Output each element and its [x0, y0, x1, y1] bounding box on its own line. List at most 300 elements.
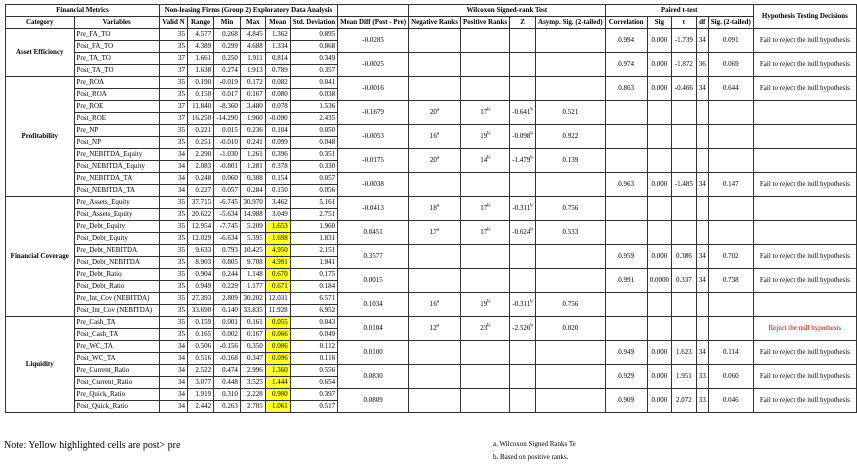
max-cell: 0.241	[240, 137, 265, 149]
std-cell: 6.952	[290, 305, 337, 317]
df-cell: 33	[696, 389, 708, 413]
correlation-cell	[605, 317, 647, 341]
asymp-sig-cell	[536, 53, 606, 77]
std-cell: 0.357	[290, 65, 337, 77]
variable-cell: Post_Cash_TA	[74, 329, 159, 341]
sig-2tailed-cell: 0.069	[708, 53, 753, 77]
min-cell: 0.474	[214, 365, 241, 377]
sig-cell: 0.000	[647, 341, 671, 365]
mean-diff-cell: -0.0413	[338, 197, 409, 221]
correlation-cell: 0.863	[605, 77, 647, 101]
mean-cell: 0.671	[265, 281, 290, 293]
asymp-sig-cell: 0.756	[536, 197, 606, 221]
sig-2tailed-cell: 0.114	[708, 341, 753, 365]
range-cell: 0.251	[188, 137, 214, 149]
mean-cell: 0.078	[265, 101, 290, 113]
max-cell: 2.228	[240, 389, 265, 401]
pos-ranks-cell	[460, 269, 509, 293]
asymp-sig-cell: 0.020	[536, 317, 606, 341]
max-cell: 3.525	[240, 377, 265, 389]
sig-cell	[647, 149, 671, 173]
variable-cell: Pre_Debt_NEBITDA	[74, 245, 159, 257]
decision-cell: Fail to reject the null hypothesis	[753, 245, 856, 269]
sig-2tailed-cell: 0.738	[708, 269, 753, 293]
max-cell: 30.202	[240, 293, 265, 305]
z-cell	[510, 197, 536, 221]
mean-cell: 0.099	[265, 137, 290, 149]
sig-cell	[647, 221, 671, 245]
t-cell	[671, 197, 696, 221]
category-cell: Profitability	[6, 77, 75, 197]
wilcoxon-header: Wilcoxon Signed-rank Test	[409, 5, 606, 17]
col-std: Std. Deviation	[290, 17, 337, 29]
col-mean: Mean	[265, 17, 290, 29]
std-cell: 1.536	[290, 101, 337, 113]
pos-ranks-value: 17	[480, 108, 488, 116]
footnote-mark: b	[530, 227, 533, 233]
variable-cell: Pre_Current_Ratio	[74, 365, 159, 377]
mean-cell: 0.096	[265, 353, 290, 365]
df-cell	[696, 221, 708, 245]
df-cell	[696, 317, 708, 341]
min-cell: -8.360	[214, 101, 241, 113]
variable-cell: Post_Int_Cov (NEBITDA)	[74, 305, 159, 317]
valid-n-cell: 35	[159, 329, 187, 341]
col-sig: Sig	[647, 17, 671, 29]
correlation-cell	[605, 125, 647, 149]
decision-cell: Reject the null hypothesis	[753, 317, 856, 341]
footnote-b: b. Based on positive ranks.	[493, 453, 569, 461]
sig-2tailed-cell	[708, 125, 753, 149]
valid-n-cell: 35	[159, 317, 187, 329]
z-value: -0.641	[512, 108, 531, 116]
neg-ranks-cell	[409, 173, 461, 197]
range-cell: 37.715	[188, 197, 214, 209]
valid-n-cell: 34	[159, 389, 187, 401]
variable-cell: Pre_FA_TO	[74, 29, 159, 41]
variable-cell: Pre_Debt_Equity	[74, 221, 159, 233]
t-cell: 0.386	[671, 245, 696, 269]
pos-ranks-cell	[460, 365, 509, 389]
range-cell: 0.904	[188, 269, 214, 281]
neg-ranks-cell	[409, 29, 461, 53]
range-cell: 12.954	[188, 221, 214, 233]
neg-ranks-cell	[409, 389, 461, 413]
min-cell: 0.250	[214, 53, 241, 65]
mean-diff-cell: -0.0175	[338, 149, 409, 173]
asymp-sig-cell	[536, 29, 606, 53]
min-cell: -14.290	[214, 113, 241, 125]
variable-cell: Post_Debt_Ratio	[74, 281, 159, 293]
table-row	[6, 245, 857, 257]
asymp-sig-cell	[536, 389, 606, 413]
table-row	[6, 197, 857, 209]
valid-n-cell: 37	[159, 53, 187, 65]
std-cell: 0.397	[290, 389, 337, 401]
asymp-sig-cell	[536, 173, 606, 197]
decision-cell: Fail to reject the null hypothesis	[753, 53, 856, 77]
range-cell: 33.690	[188, 305, 214, 317]
table-row	[6, 389, 857, 401]
valid-n-cell: 35	[159, 269, 187, 281]
table-row	[6, 53, 857, 65]
min-cell: 0.015	[214, 125, 241, 137]
valid-n-cell: 35	[159, 197, 187, 209]
decision-cell	[753, 125, 856, 149]
std-cell: 0.351	[290, 149, 337, 161]
range-cell: 1.919	[188, 389, 214, 401]
std-cell: 0.041	[290, 77, 337, 89]
correlation-cell: 0.959	[605, 245, 647, 269]
mean-cell: 1.334	[265, 41, 290, 53]
valid-n-cell: 37	[159, 113, 187, 125]
range-cell: 12.029	[188, 233, 214, 245]
mean-cell: 0.066	[265, 329, 290, 341]
df-cell	[696, 125, 708, 149]
z-value: -0.311	[512, 300, 531, 308]
decisions-header: Hypothesis Testing Decisions	[753, 5, 856, 29]
table-body	[6, 29, 857, 413]
df-cell	[696, 149, 708, 173]
valid-n-cell: 35	[159, 209, 187, 221]
sig-cell: 0.000	[647, 173, 671, 197]
std-cell: 0.517	[290, 401, 337, 413]
df-cell: 34	[696, 341, 708, 365]
sig-cell	[647, 125, 671, 149]
mean-diff-cell: 0.0100	[338, 341, 409, 365]
correlation-cell	[605, 197, 647, 221]
valid-n-cell: 34	[159, 185, 187, 197]
pos-ranks-cell	[460, 125, 509, 149]
range-cell: 0.190	[188, 77, 214, 89]
std-cell: 0.056	[290, 185, 337, 197]
min-cell: 0.793	[214, 245, 241, 257]
z-value: -0.311	[512, 204, 531, 212]
category-cell: Financial Coverage	[6, 197, 75, 317]
z-cell	[510, 269, 536, 293]
pos-ranks-cell	[460, 197, 509, 221]
footnote-mark: b	[530, 299, 533, 305]
sig-2tailed-cell	[708, 197, 753, 221]
max-cell: 1.960	[240, 113, 265, 125]
min-cell: 0.805	[214, 257, 241, 269]
valid-n-cell: 34	[159, 173, 187, 185]
col-t: t	[671, 17, 696, 29]
variable-cell: Pre_Quick_Ratio	[74, 389, 159, 401]
sig-cell: 0.000	[647, 77, 671, 101]
z-value: -0.624	[512, 228, 531, 236]
footnote-mark: b	[487, 131, 490, 137]
asymp-sig-cell: 0.922	[536, 125, 606, 149]
col-min: Min	[214, 17, 241, 29]
footnote-mark: b	[487, 227, 490, 233]
min-cell: -0.019	[214, 77, 241, 89]
table-row	[6, 29, 857, 41]
std-cell: 1.941	[290, 257, 337, 269]
mean-cell: 0.396	[265, 149, 290, 161]
sig-cell: 0.000	[647, 389, 671, 413]
footnote-mark: b	[487, 155, 490, 161]
mean-cell: 0.789	[265, 65, 290, 77]
variable-cell: Post_ROE	[74, 113, 159, 125]
t-cell	[671, 149, 696, 173]
neg-ranks-value: 16	[429, 132, 437, 140]
decision-cell	[753, 221, 856, 245]
neg-ranks-value: 18	[429, 204, 437, 212]
min-cell: -1.030	[214, 149, 241, 161]
mean-diff-cell: 0.3577	[338, 245, 409, 269]
table-row	[6, 269, 857, 281]
z-value: -1.479	[512, 156, 531, 164]
valid-n-cell: 35	[159, 89, 187, 101]
z-cell	[510, 221, 536, 245]
decision-cell	[753, 197, 856, 221]
footnote-mark: a	[436, 107, 440, 113]
z-cell	[510, 245, 536, 269]
decision-cell: Fail to reject the null hypothesis	[753, 269, 856, 293]
decision-cell: Fail to reject the null hypothesis	[753, 389, 856, 413]
decision-cell: Fail to reject the null hypothesis	[753, 365, 856, 389]
sig-2tailed-cell: 0.091	[708, 29, 753, 53]
z-cell	[510, 125, 536, 149]
table-row	[6, 365, 857, 377]
range-cell: 3.077	[188, 377, 214, 389]
category-cell: Liquidity	[6, 317, 75, 413]
col-df: df	[696, 17, 708, 29]
footnote-a: a. Wilcoxon Signed Ranks Te	[493, 440, 576, 448]
neg-ranks-value: 20	[429, 108, 437, 116]
range-cell: 0.227	[188, 185, 214, 197]
table-row	[6, 317, 857, 329]
range-cell: 0.159	[188, 317, 214, 329]
asymp-sig-cell	[536, 245, 606, 269]
footnote-mark: a	[436, 227, 440, 233]
t-cell: 2.072	[671, 389, 696, 413]
valid-n-cell: 35	[159, 125, 187, 137]
col-variables: Variables	[74, 17, 159, 29]
correlation-cell	[605, 221, 647, 245]
neg-ranks-cell	[409, 221, 461, 245]
sig-2tailed-cell	[708, 221, 753, 245]
max-cell: 30.970	[240, 197, 265, 209]
mean-cell: 0.080	[265, 89, 290, 101]
col-category: Category	[6, 17, 75, 29]
max-cell: 0.172	[240, 77, 265, 89]
neg-ranks-cell	[409, 245, 461, 269]
std-cell: 0.349	[290, 53, 337, 65]
table-row	[6, 221, 857, 233]
std-cell: 2.435	[290, 113, 337, 125]
range-cell: 0.506	[188, 341, 214, 353]
results-table	[5, 4, 857, 413]
variable-cell: Post_TA_TO	[74, 65, 159, 77]
mean-cell: 0.814	[265, 53, 290, 65]
mean-cell: 1.653	[265, 221, 290, 233]
asymp-sig-cell	[536, 77, 606, 101]
valid-n-cell: 35	[159, 293, 187, 305]
z-cell	[510, 365, 536, 389]
min-cell: -0.801	[214, 161, 241, 173]
pos-ranks-cell	[460, 221, 509, 245]
min-cell: -7.745	[214, 221, 241, 233]
sig-cell: 0.000	[647, 245, 671, 269]
t-cell: -0.466	[671, 77, 696, 101]
variable-cell: Post_Current_Ratio	[74, 377, 159, 389]
mean-cell: 0.150	[265, 185, 290, 197]
std-cell: 0.048	[290, 137, 337, 149]
mean-cell: 0.154	[265, 173, 290, 185]
min-cell: -0.010	[214, 137, 241, 149]
sig-2tailed-cell: 0.060	[708, 365, 753, 389]
variable-cell: Post_NEBITDA_TA	[74, 185, 159, 197]
asymp-sig-cell: 0.521	[536, 101, 606, 125]
footnote-mark: a	[436, 323, 440, 329]
variable-cell: Pre_ROA	[74, 77, 159, 89]
mean-cell: 0.378	[265, 161, 290, 173]
col-z: Z	[510, 17, 536, 29]
df-cell: 34	[696, 269, 708, 293]
max-cell: 2.705	[240, 401, 265, 413]
neg-ranks-cell	[409, 365, 461, 389]
mean-cell: 1.360	[265, 365, 290, 377]
t-cell: 1.951	[671, 365, 696, 389]
range-cell: 0.150	[188, 89, 214, 101]
df-cell	[696, 197, 708, 221]
range-cell: 2.290	[188, 149, 214, 161]
pos-ranks-cell	[460, 29, 509, 53]
max-cell: 0.350	[240, 341, 265, 353]
z-cell	[510, 149, 536, 173]
pos-ranks-cell	[460, 149, 509, 173]
footnote-mark: b	[487, 299, 490, 305]
z-value: -2.526	[512, 324, 531, 332]
min-cell: 0.299	[214, 41, 241, 53]
range-cell: 2.522	[188, 365, 214, 377]
max-cell: 1.281	[240, 161, 265, 173]
std-cell: 0.043	[290, 317, 337, 329]
t-cell: -1.485	[671, 173, 696, 197]
pos-ranks-cell	[460, 53, 509, 77]
variable-cell: Pre_Debt_Ratio	[74, 269, 159, 281]
valid-n-cell: 34	[159, 353, 187, 365]
asymp-sig-cell: 0.756	[536, 293, 606, 317]
sig-cell: 0.000	[647, 365, 671, 389]
neg-ranks-cell	[409, 341, 461, 365]
mean-cell: -0.090	[265, 113, 290, 125]
std-cell: 0.868	[290, 41, 337, 53]
results-table-wrapper	[5, 4, 857, 413]
sig-2tailed-cell	[708, 317, 753, 341]
std-cell: 0.049	[290, 329, 337, 341]
max-cell: 0.161	[240, 317, 265, 329]
df-cell: 34	[696, 173, 708, 197]
range-cell: 1.638	[188, 65, 214, 77]
std-cell: 0.038	[290, 89, 337, 101]
mean-cell: 0.086	[265, 341, 290, 353]
col-range: Range	[188, 17, 214, 29]
neg-ranks-cell	[409, 269, 461, 293]
max-cell: 1.261	[240, 149, 265, 161]
sig-2tailed-cell	[708, 149, 753, 173]
mean-cell: 0.082	[265, 77, 290, 89]
footnote-mark: a	[436, 131, 440, 137]
pos-ranks-cell	[460, 101, 509, 125]
sig-cell: 0.000	[647, 29, 671, 53]
z-cell	[510, 389, 536, 413]
asymp-sig-cell	[536, 365, 606, 389]
std-cell: 0.330	[290, 161, 337, 173]
z-cell	[510, 29, 536, 53]
neg-ranks-cell	[409, 125, 461, 149]
z-cell	[510, 317, 536, 341]
correlation-cell: 0.991	[605, 269, 647, 293]
variable-cell: Pre_NP	[74, 125, 159, 137]
range-cell: 1.661	[188, 53, 214, 65]
footnote-mark: b	[487, 107, 490, 113]
std-cell: 1.960	[290, 221, 337, 233]
valid-n-cell: 35	[159, 281, 187, 293]
pos-ranks-cell	[460, 341, 509, 365]
max-cell: 1.911	[240, 53, 265, 65]
mean-cell: 0.980	[265, 389, 290, 401]
range-cell: 0.221	[188, 125, 214, 137]
variable-cell: Pre_ROE	[74, 101, 159, 113]
max-cell: 3.480	[240, 101, 265, 113]
z-value: -0.098	[512, 132, 531, 140]
max-cell: 33.835	[240, 305, 265, 317]
t-cell: -1.739	[671, 29, 696, 53]
sig-2tailed-cell: 0.046	[708, 389, 753, 413]
range-cell: 9.633	[188, 245, 214, 257]
correlation-cell: 0.929	[605, 365, 647, 389]
valid-n-cell: 34	[159, 365, 187, 377]
pos-ranks-cell	[460, 389, 509, 413]
std-cell: 0.112	[290, 341, 337, 353]
pos-ranks-value: 14	[480, 156, 488, 164]
sig-2tailed-cell: 0.147	[708, 173, 753, 197]
min-cell: -5.634	[214, 209, 241, 221]
valid-n-cell: 35	[159, 41, 187, 53]
neg-ranks-cell	[409, 317, 461, 341]
correlation-cell	[605, 293, 647, 317]
range-cell: 2.083	[188, 161, 214, 173]
valid-n-cell: 34	[159, 341, 187, 353]
variable-cell: Pre_NEBITDA_Equity	[74, 149, 159, 161]
decision-cell: Fail to reject the null hypothesis	[753, 77, 856, 101]
mean-diff-cell: -0.1679	[338, 101, 409, 125]
asymp-sig-cell: 0.139	[536, 149, 606, 173]
header-row-2	[6, 17, 857, 29]
mean-cell: 1.362	[265, 29, 290, 41]
min-cell: 2.809	[214, 293, 241, 305]
mean-cell: 0.055	[265, 317, 290, 329]
correlation-cell: 0.909	[605, 389, 647, 413]
t-cell	[671, 293, 696, 317]
neg-ranks-value: 17	[429, 228, 437, 236]
variable-cell: Pre_NEBITDA_TA	[74, 173, 159, 185]
max-cell: 0.284	[240, 185, 265, 197]
t-cell	[671, 221, 696, 245]
mean-diff-cell: 0.0104	[338, 317, 409, 341]
mean-diff-cell: -0.0285	[338, 29, 409, 53]
df-cell: 36	[696, 53, 708, 77]
max-cell: 0.236	[240, 125, 265, 137]
mean-cell: 1.061	[265, 401, 290, 413]
valid-n-cell: 34	[159, 401, 187, 413]
max-cell: 1.148	[240, 269, 265, 281]
col-asymp-sig: Asymp. Sig. (2-tailed)	[536, 17, 606, 29]
min-cell: 0.310	[214, 389, 241, 401]
